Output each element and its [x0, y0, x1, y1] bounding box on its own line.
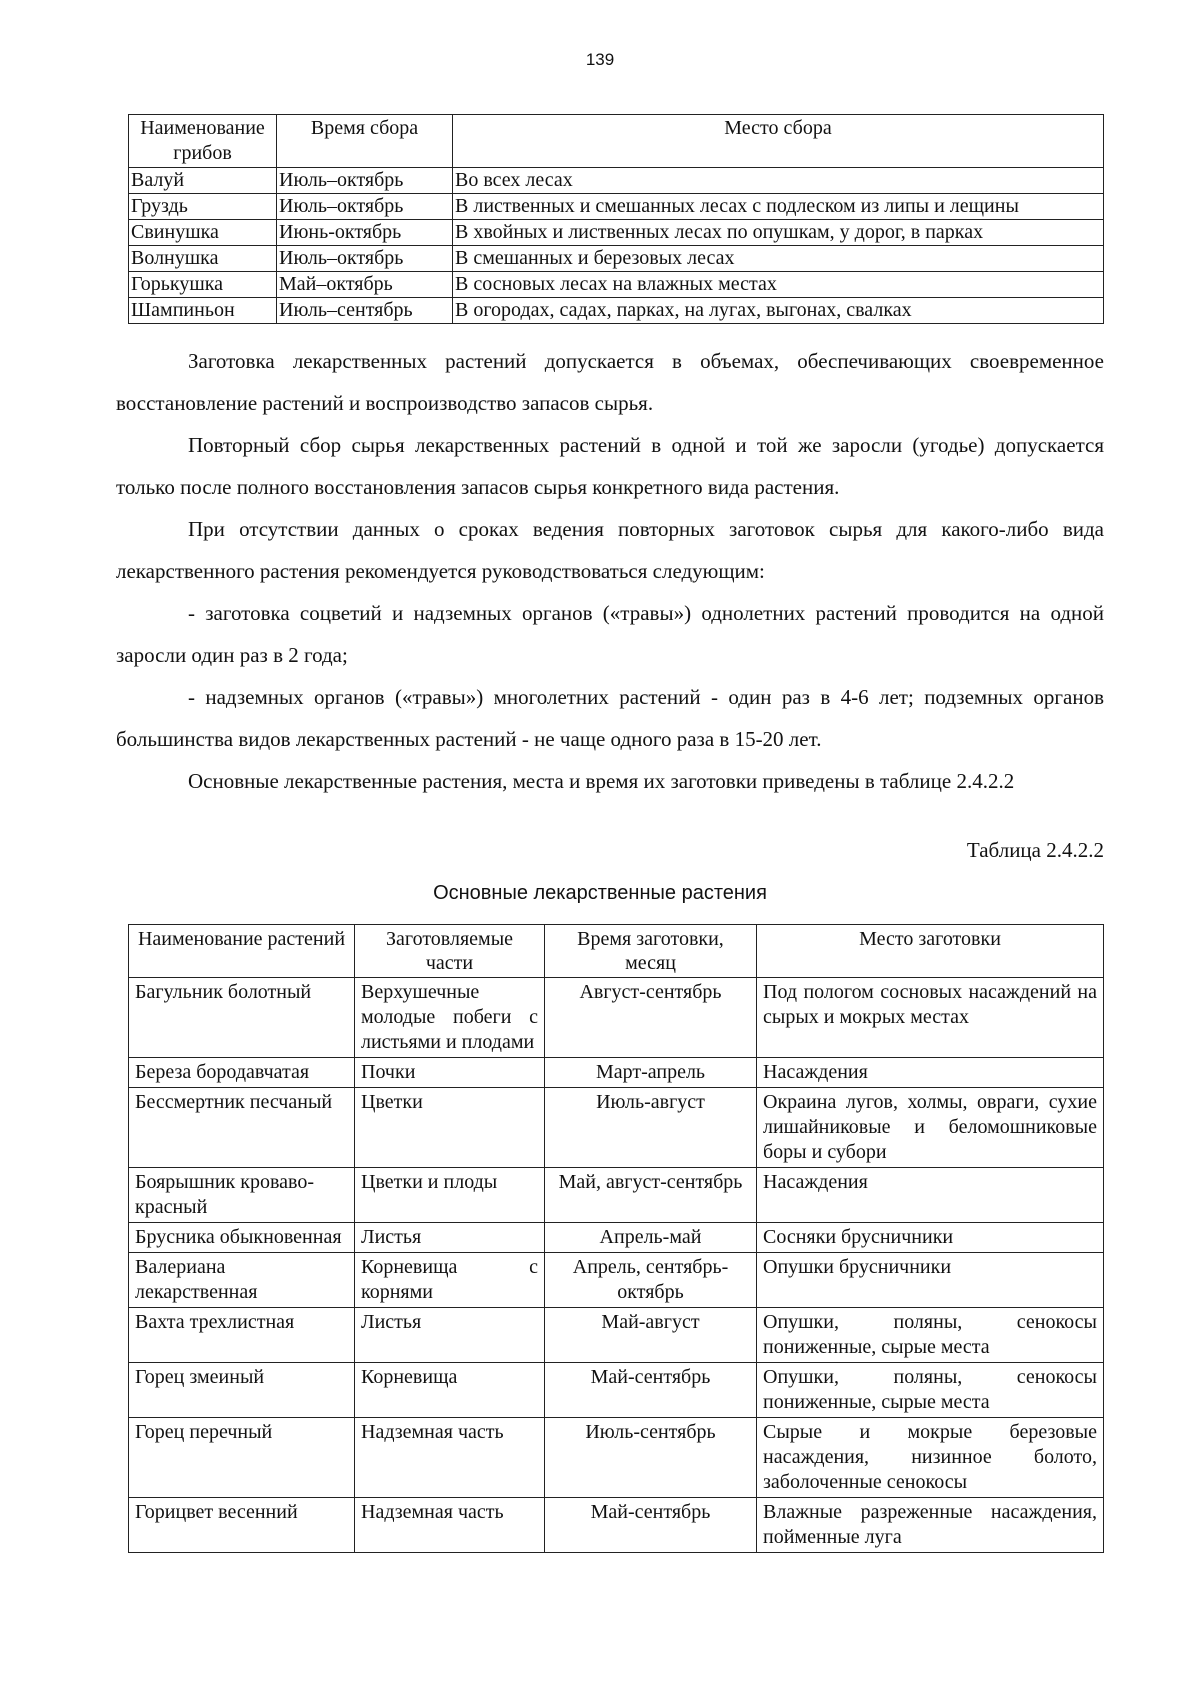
table-cell: Сырые и мокрые березовые насаждения, низинное болото, заболоченные сенокосы — [757, 1418, 1104, 1498]
table-cell: Август-сентябрь — [545, 978, 757, 1058]
table-cell: Вахта трехлистная — [129, 1308, 355, 1363]
table-cell: Горицвет весенний — [129, 1498, 355, 1553]
table-cell: Апрель-май — [545, 1223, 757, 1253]
table-cell: Листья — [355, 1308, 545, 1363]
table-cell: Надземная часть — [355, 1498, 545, 1553]
table-cell: Корневища — [355, 1363, 545, 1418]
plants-table — [128, 924, 1104, 1553]
table-row — [129, 194, 1104, 220]
table-cell: Цветки и плоды — [355, 1168, 545, 1223]
table-header-row — [129, 925, 1104, 978]
table-cell: Верхушечные молодые побеги с листьями и плодами — [355, 978, 545, 1058]
paragraph: При отсутствии данных о сроках ведения повторных заготовок сырья для какого-либо вида лекарственного растения рекомендуется руководствоваться следующим: — [116, 517, 1104, 583]
table-cell: Волнушка — [129, 246, 277, 272]
table-header-row — [129, 115, 1104, 168]
paragraph: - надземных органов («травы») многолетних растений - один раз в 4-6 лет; подземных органов большинства видов лекарственных растений - не чаще одного раза в 15-20 лет. — [116, 685, 1104, 751]
table-row — [129, 1498, 1104, 1553]
table-cell: Бессмертник песчаный — [129, 1088, 355, 1168]
table-cell: Июль–октябрь — [277, 168, 453, 194]
table-cell: Брусника обыкновенная — [129, 1223, 355, 1253]
table-cell: Свинушка — [129, 220, 277, 246]
paragraph: Заготовка лекарственных растений допускается в объемах, обеспечивающих своевременное восстановление растений и воспроизводство запасов сырья. — [116, 349, 1104, 415]
table-cell: Июнь-октябрь — [277, 220, 453, 246]
table-cell: Апрель, сентябрь-октябрь — [545, 1253, 757, 1308]
column-header: Время заготовки, месяц — [545, 925, 757, 978]
table-cell: Боярышник кроваво-красный — [129, 1168, 355, 1223]
table-cell: Июль-сентябрь — [545, 1418, 757, 1498]
table-cell: Май-август — [545, 1308, 757, 1363]
table-row — [129, 168, 1104, 194]
page-number: 139 — [585, 50, 615, 69]
table-cell: Насаждения — [757, 1058, 1104, 1088]
table-row — [129, 220, 1104, 246]
column-header: Время сбора — [277, 115, 453, 168]
table-cell: Шампиньон — [129, 298, 277, 324]
table-row — [129, 978, 1104, 1058]
table-cell: Листья — [355, 1223, 545, 1253]
table-row — [129, 298, 1104, 324]
table-cell: Валуй — [129, 168, 277, 194]
table-cell: Влажные разреженные насаждения, пойменные луга — [757, 1498, 1104, 1553]
table-cell: В огородах, садах, парках, на лугах, выгонах, свалках — [453, 298, 1104, 324]
table-row — [129, 1308, 1104, 1363]
table-label: Таблица 2.4.2.2 — [966, 838, 1104, 862]
table-cell: Май–октябрь — [277, 272, 453, 298]
table-cell: Опушки, поляны, сенокосы пониженные, сырые места — [757, 1363, 1104, 1418]
paragraph: Повторный сбор сырья лекарственных растений в одной и той же заросли (угодье) допускается только после полного восстановления запасов сырья конкретного вида растения. — [116, 433, 1104, 499]
table-cell: Почки — [355, 1058, 545, 1088]
column-header: Наименование растений — [129, 925, 355, 978]
table-cell: Под пологом сосновых насаждений на сырых и мокрых местах — [757, 978, 1104, 1058]
column-header: Наименование грибов — [129, 115, 277, 168]
table-cell: Июль–октябрь — [277, 194, 453, 220]
mushroom-table — [128, 114, 1104, 324]
table-cell: Март-апрель — [545, 1058, 757, 1088]
table-cell: Сосняки брусничники — [757, 1223, 1104, 1253]
table-cell: Во всех лесах — [453, 168, 1104, 194]
table-row — [129, 1088, 1104, 1168]
table-cell: Июль–сентябрь — [277, 298, 453, 324]
table-cell: Май, август-сентябрь — [545, 1168, 757, 1223]
table-cell: Валериана лекарственная — [129, 1253, 355, 1308]
paragraph: Основные лекарственные растения, места и время их заготовки приведены в таблице 2.4.2.2 — [188, 769, 1015, 793]
table-row — [129, 1418, 1104, 1498]
table-cell: В лиственных и смешанных лесах с подлеском из липы и лещины — [453, 194, 1104, 220]
table-cell: Цветки — [355, 1088, 545, 1168]
table-row — [129, 246, 1104, 272]
column-header: Заготовляемые части — [355, 925, 545, 978]
table-cell: В смешанных и березовых лесах — [453, 246, 1104, 272]
table-cell: Опушки, поляны, сенокосы пониженные, сырые места — [757, 1308, 1104, 1363]
table-cell: В сосновых лесах на влажных местах — [453, 272, 1104, 298]
table-cell: Горькушка — [129, 272, 277, 298]
table-cell: В хвойных и лиственных лесах по опушкам, у дорог, в парках — [453, 220, 1104, 246]
table-title: Основные лекарственные растения — [433, 882, 767, 904]
column-header: Место сбора — [453, 115, 1104, 168]
table-cell: Май-сентябрь — [545, 1498, 757, 1553]
table-row — [129, 272, 1104, 298]
table-cell: Береза бородавчатая — [129, 1058, 355, 1088]
paragraph: - заготовка соцветий и надземных органов («травы») однолетних растений проводится на одной заросли один раз в 2 года; — [116, 601, 1104, 667]
column-header: Место заготовки — [757, 925, 1104, 978]
table-cell: Окраина лугов, холмы, овраги, сухие лишайниковые и беломошниковые боры и субори — [757, 1088, 1104, 1168]
table-cell: Июль-август — [545, 1088, 757, 1168]
table-cell: Май-сентябрь — [545, 1363, 757, 1418]
table-row — [129, 1168, 1104, 1223]
table-cell: Горец змеиный — [129, 1363, 355, 1418]
table-cell: Корневища с корнями — [355, 1253, 545, 1308]
table-row — [129, 1223, 1104, 1253]
table-cell: Багульник болотный — [129, 978, 355, 1058]
table-row — [129, 1363, 1104, 1418]
table-row — [129, 1058, 1104, 1088]
table-cell: Груздь — [129, 194, 277, 220]
table-cell: Опушки брусничники — [757, 1253, 1104, 1308]
table-cell: Горец перечный — [129, 1418, 355, 1498]
table-cell: Насаждения — [757, 1168, 1104, 1223]
table-cell: Июль–октябрь — [277, 246, 453, 272]
table-cell: Надземная часть — [355, 1418, 545, 1498]
table-row — [129, 1253, 1104, 1308]
